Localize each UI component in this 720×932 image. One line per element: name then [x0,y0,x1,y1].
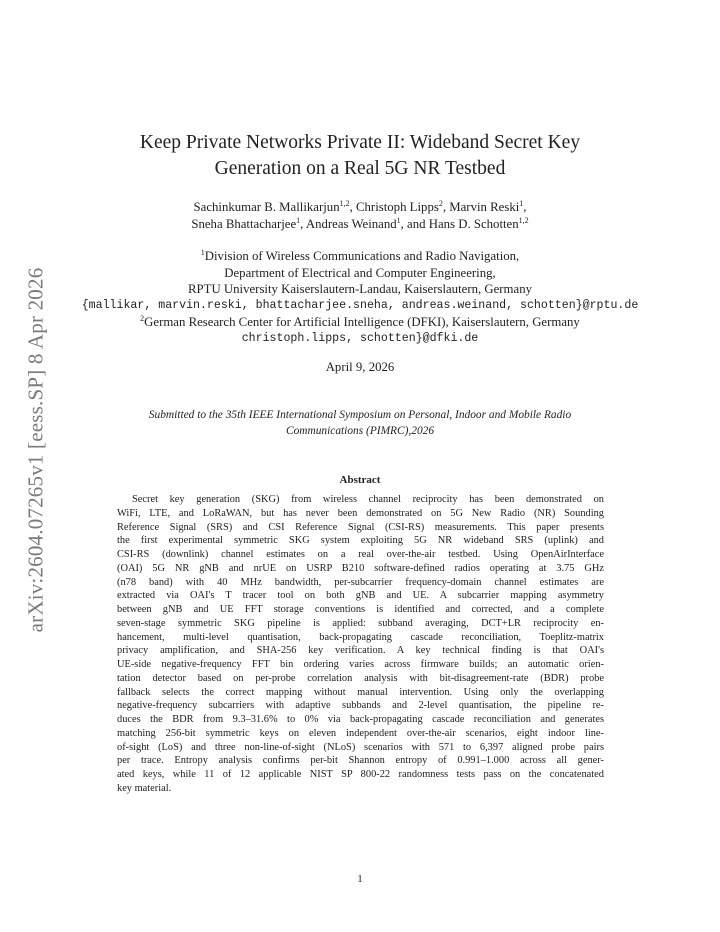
arxiv-identifier-sidebar: arXiv:2604.07265v1 [eess.SP] 8 Apr 2026 [23,267,48,633]
affiliation-1-line-3: RPTU University Kaiserslautern-Landau, Kaiserslautern, Germany [188,282,532,297]
author-affiliation-mark: 1,2 [339,199,350,208]
abstract-line: (n78 band) with 40 MHz bandwidth, per-subcarrier frequency-domain channel estimates are [117,576,604,588]
affiliation-2-emails: christoph.lipps, schotten}@dfki.de [241,331,479,345]
affiliation-2-line-1: $^2$German Research Center for Artificial Intelligence (DFKI), Kaiserslautern, Germany [140,314,580,330]
abstract-line: hancement, multi-level quantisation, back-propagating cascade reconciliation, Toeplitz-matrix [117,631,604,643]
abstract-line: privacy amplification, and SHA-256 key verification. A key technical finding is that OAI's [117,645,604,657]
abstract-line: the first experimental symmetric SKG system exploiting 5G NR wideband SRS (uplink) and [117,535,604,547]
abstract-line: key material. [117,782,172,794]
abstract-line: negative-frequency subcarriers with adaptive subbands and 2-level quantisation, the pipeline re- [117,700,604,712]
page-number: 1 [357,873,363,885]
author-affiliation-mark: 1 [296,215,301,225]
author-name: Hans D. Schotten [428,216,519,231]
abstract-body [117,493,604,796]
abstract-line: fallback selects the correct mapping without manual intervention. Using only the overlapping [117,686,604,698]
author-affiliation-mark: 1 [519,199,524,208]
affiliations [80,248,640,348]
abstract-line: ated keys, while 11 of 12 applicable NIST SP 800-22 randomness tests pass on the concatenated [117,769,604,780]
abstract-line: Secret key generation (SKG) from wireless channel reciprocity has been demonstrated on [132,494,604,505]
submission-note-line-1: Submitted to the 35th IEEE International Symposium on Personal, Indoor and Mobile Radio [148,409,572,421]
submission-note [95,408,625,439]
submission-note-line-2: Communications (PIMRC),2026 [285,424,435,437]
abstract-line: tation detector based on per-probe correlation analysis with bit-disagreement-rate (BDR) probe [117,672,604,684]
abstract-line: CSI-RS (downlink) channel estimates on a real over-the-air testbed. Using OpenAirInterface [117,549,604,560]
author-name: Sneha Bhattacharjee [191,216,297,231]
author-name: Sachinkumar B. Mallikarjun [193,200,340,214]
author-name: Christoph Lipps [356,200,439,214]
abstract-line: seven-stage symmetric SKG pipeline is applied: subband averaging, DCT+LR reciprocity en- [117,617,604,629]
abstract-line: between gNB and UE FFT storage conventions is identified and corrected, and a complete [117,604,604,615]
abstract-line: of-sight (LoS) and three non-line-of-sight (NLoS) scenarios with 571 to 6,397 aligned probe pairs [117,741,604,753]
abstract-line: UE-side negative-frequency FFT bin ordering varies across firmware builds; an automatic orien- [117,659,604,670]
affiliation-mark: 1 [200,248,205,257]
abstract-line: per trace. Entropy analysis confirms per-bit Shannon entropy of 0.991–1.000 across all gener- [117,755,604,767]
abstract-line: Reference Signal (SRS) and CSI Reference Signal (CSI-RS) measurements. This paper presents [117,521,604,533]
abstract-line: extracted via OAI's T tracer tool on both gNB and UE. A subcarrier mapping asymmetry [117,590,604,602]
abstract-line: matching 256-bit symmetric keys on eleven independent over-the-air scenarios, eight indoor line- [117,727,604,739]
abstract-line: (OAI) 5G NR gNB and nrUE on USRP B210 software-defined radios operating at 3.75 GHz [117,562,604,574]
title-line-1: Keep Private Networks Private II: Wideband Secret Key [139,132,581,153]
author-line-2: Sneha Bhattacharjee$^1$, Andreas Weinand$^1$, and Hans D. Schotten$^{1,2}$ [191,215,529,231]
affiliation-mark: 2 [140,314,145,324]
author-list [80,199,640,232]
paper-title [110,130,610,182]
paper-date: April 9, 2026 [325,360,395,374]
author-affiliation-mark: 1 [396,215,401,225]
author-line-1: Sachinkumar B. Mallikarjun$^{1,2}$, Christoph Lipps$^2$, Marvin Reski$^1$, [193,199,527,214]
author-affiliation-mark: 1,2 [518,215,529,225]
affiliation-1-line-1: $^1$Division of Wireless Communications and Radio Navigation, [200,248,520,263]
author-name: Andreas Weinand [305,216,397,231]
author-name: Marvin Reski [449,200,520,214]
author-affiliation-mark: 2 [438,199,443,208]
abstract-line: WiFi, LTE, and LoRaWAN, but has never been demonstrated on 5G New Radio (NR) Sounding [117,507,604,519]
affiliation-1-line-2: Department of Electrical and Computer Engineering, [224,265,496,280]
abstract-heading: Abstract [339,474,381,486]
title-line-2: Generation on a Real 5G NR Testbed [214,158,506,179]
abstract-line: duces the BDR from 9.3–31.6% to 0% via back-propagating cascade reconciliation and generates [117,714,604,725]
affiliation-1-emails: {mallikar, marvin.reski, bhattacharjee.sneha, andreas.weinand, schotten}@rptu.de [81,298,639,312]
